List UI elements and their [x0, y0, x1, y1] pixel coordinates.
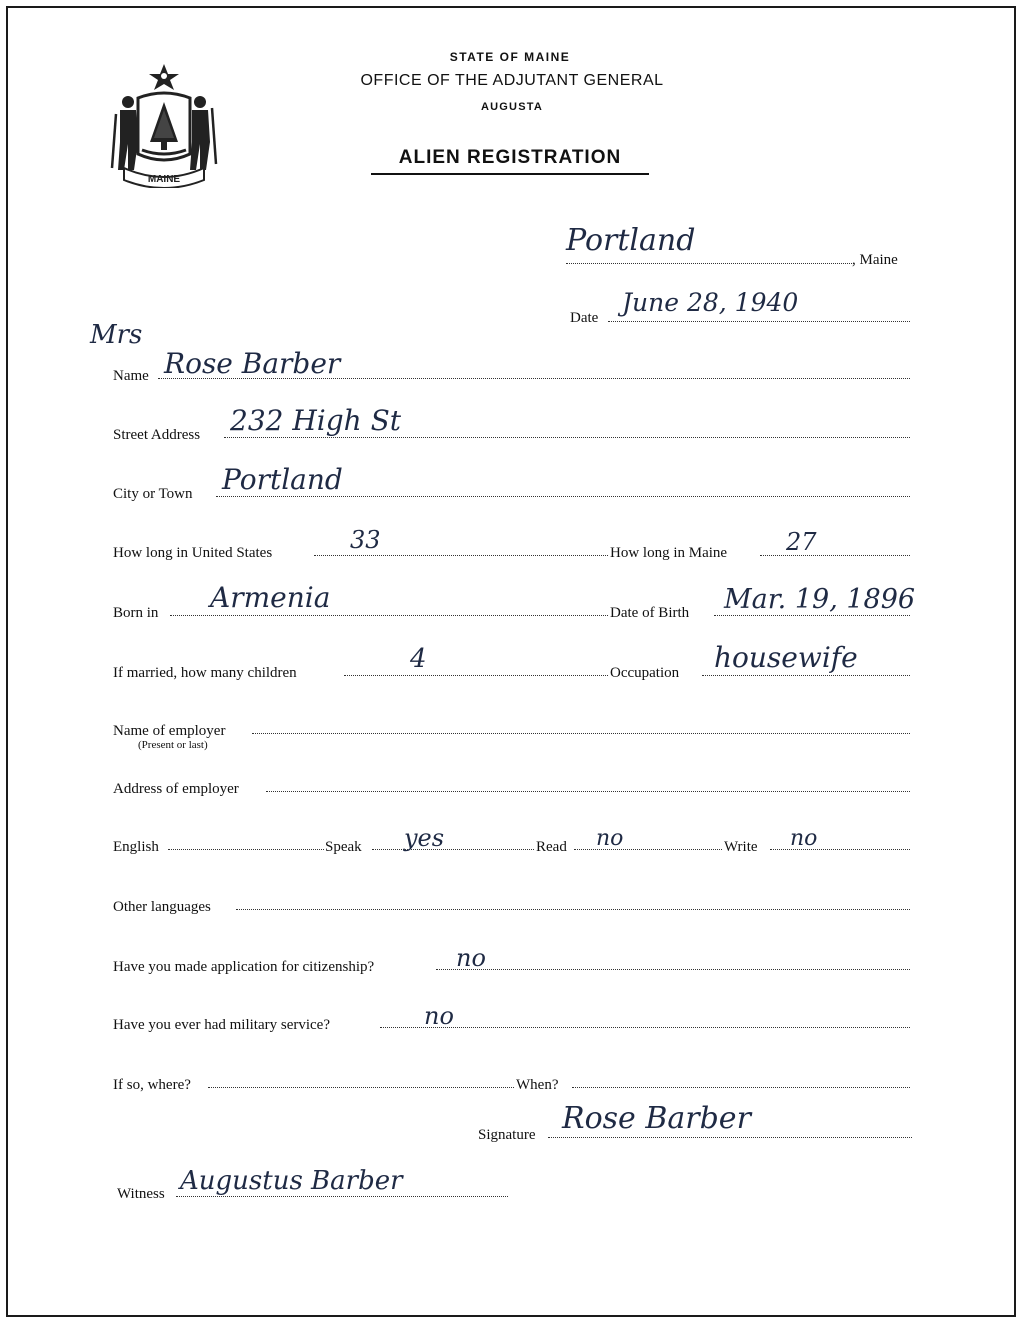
employer-label: Name of employer: [113, 723, 226, 739]
page-border: [6, 6, 1016, 1317]
english-line: [168, 849, 324, 850]
office-heading: OFFICE OF THE ADJUTANT GENERAL: [360, 72, 664, 89]
signature-label: Signature: [478, 1127, 536, 1143]
children-line: [344, 675, 608, 676]
witness-value: Augustus Barber: [180, 1166, 403, 1196]
in-us-line: [314, 555, 608, 556]
city-heading: AUGUSTA: [481, 101, 543, 113]
speak-value: yes: [404, 824, 445, 852]
date-value: June 28, 1940: [622, 288, 799, 317]
other-languages-line: [236, 909, 910, 910]
citizenship-line: [436, 969, 910, 970]
occupation-value: housewife: [714, 641, 858, 674]
name-value: Rose Barber: [164, 347, 341, 380]
when-label: When?: [516, 1077, 559, 1093]
street-line: [224, 437, 910, 438]
born-in-line: [170, 615, 608, 616]
dob-line: [714, 615, 910, 616]
in-maine-label: How long in Maine: [610, 545, 728, 561]
children-value: 4: [410, 644, 427, 674]
street-label: Street Address: [113, 427, 201, 443]
name-label: Name: [113, 368, 149, 384]
speak-label: Speak: [325, 839, 362, 855]
occupation-line: [702, 675, 910, 676]
date-label: Date: [570, 310, 599, 326]
write-value: no: [790, 826, 818, 851]
military-line: [380, 1027, 910, 1028]
in-maine-line: [760, 555, 910, 556]
town-value: Portland: [566, 223, 696, 258]
born-in-value: Armenia: [210, 581, 331, 614]
witness-label: Witness: [117, 1186, 165, 1202]
dob-value: Mar. 19, 1896: [724, 584, 916, 615]
military-value: no: [424, 1002, 454, 1030]
where-line: [208, 1087, 514, 1088]
speak-line: [372, 849, 534, 850]
date-line: [608, 321, 910, 322]
in-us-value: 33: [350, 526, 381, 554]
read-label: Read: [536, 839, 567, 855]
military-label: Have you ever had military service?: [113, 1017, 330, 1033]
write-label: Write: [724, 839, 758, 855]
maine-state-seal-icon: [108, 58, 220, 188]
born-in-label: Born in: [113, 605, 159, 621]
occupation-label: Occupation: [610, 665, 680, 681]
children-label: If married, how many children: [113, 665, 297, 681]
where-label: If so, where?: [113, 1077, 191, 1093]
employer-address-line: [266, 791, 910, 792]
signature-line: [548, 1137, 912, 1138]
city-town-label: City or Town: [113, 486, 193, 502]
dob-label: Date of Birth: [610, 605, 690, 621]
other-languages-label: Other languages: [113, 899, 211, 915]
title-underline: [371, 173, 649, 175]
street-value: 232 High St: [230, 404, 402, 437]
employer-note: (Present or last): [138, 739, 208, 751]
city-town-value: Portland: [222, 463, 343, 496]
citizenship-value: no: [456, 944, 486, 972]
form-title: ALIEN REGISTRATION: [398, 147, 622, 168]
citizenship-label: Have you made application for citizenship?: [113, 959, 375, 975]
english-label: English: [113, 839, 159, 855]
city-town-line: [216, 496, 910, 497]
employer-line: [252, 733, 910, 734]
when-line: [572, 1087, 910, 1088]
in-maine-value: 27: [786, 528, 817, 556]
employer-address-label: Address of employer: [113, 781, 239, 797]
seal-banner-text: MAINE: [147, 174, 181, 185]
title-prefix-value: Mrs: [90, 320, 143, 350]
in-us-label: How long in United States: [113, 545, 273, 561]
town-line: [566, 263, 852, 264]
maine-label: , Maine: [852, 252, 898, 268]
witness-line: [176, 1196, 508, 1197]
read-value: no: [596, 826, 624, 851]
signature-value: Rose Barber: [562, 1101, 751, 1136]
state-heading: STATE OF MAINE: [449, 50, 571, 64]
